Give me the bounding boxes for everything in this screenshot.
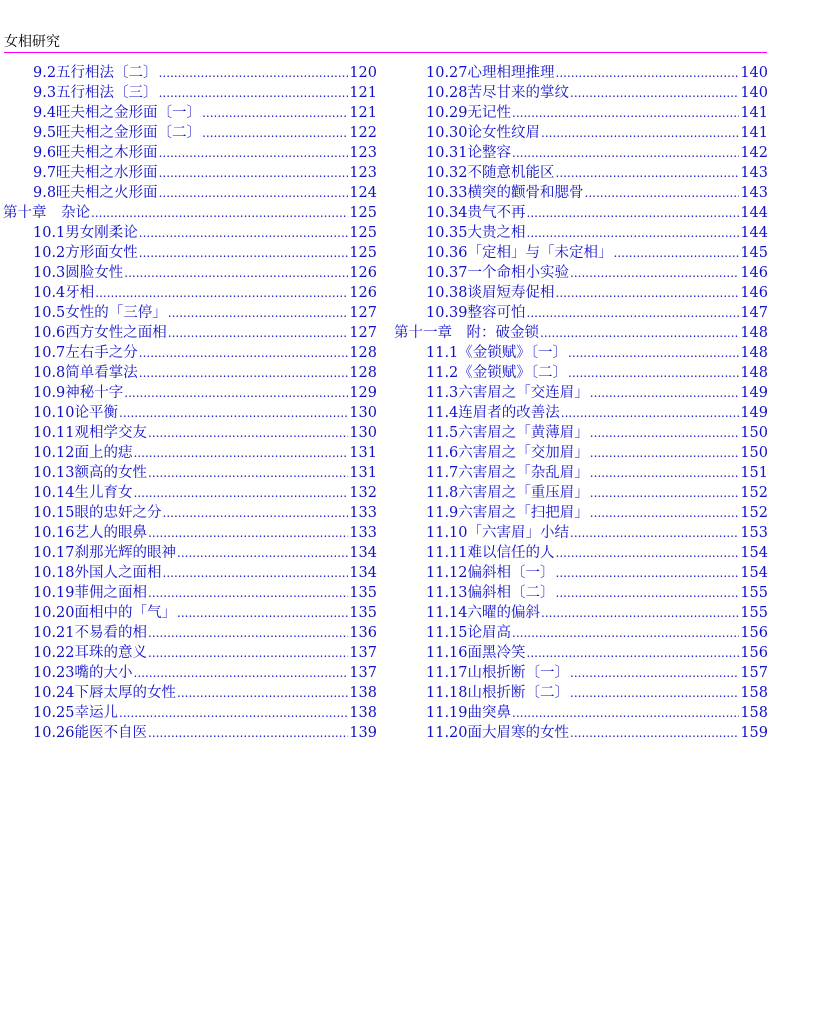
toc-page-number: 125 [349, 205, 377, 221]
toc-page-number: 158 [740, 685, 768, 701]
toc-entry-link[interactable] [392, 663, 768, 683]
toc-entry-link[interactable] [0, 83, 377, 103]
toc-entry-title: 10.32不随意机能区 [426, 165, 555, 181]
toc-entry-link[interactable] [392, 203, 768, 223]
toc-dot-leader [95, 283, 348, 303]
toc-page-number: 156 [740, 645, 768, 661]
toc-dot-leader [527, 303, 740, 323]
toc-page-number: 133 [349, 525, 377, 541]
toc-entry-title: 11.13偏斜相〔二〕 [426, 585, 555, 601]
toc-entry-link[interactable] [0, 363, 377, 383]
toc-page-number: 150 [740, 425, 768, 441]
toc-dot-leader [590, 483, 740, 503]
toc-entry-title: 11.4连眉者的改善法 [426, 405, 560, 421]
toc-page-number: 137 [349, 665, 377, 681]
toc-entry-title: 10.38谈眉短寿促相 [426, 285, 555, 301]
toc-dot-leader [568, 363, 739, 383]
toc-dot-leader [512, 623, 739, 643]
toc-page-number: 134 [349, 545, 377, 561]
toc-dot-leader [614, 243, 740, 263]
toc-entry-link[interactable] [392, 443, 768, 463]
toc-page-number: 152 [740, 505, 768, 521]
toc-entry-link[interactable] [0, 403, 377, 423]
toc-entry-title: 11.17山根折断〔一〕 [426, 665, 570, 681]
toc-entry-title: 第十章 杂论 [3, 205, 90, 221]
toc-entry-title: 11.18山根折断〔二〕 [426, 685, 570, 701]
toc-chapter-link[interactable] [392, 323, 768, 343]
toc-entry-title: 10.12面上的痣 [33, 445, 133, 461]
toc-entry-title: 10.26能医不自医 [33, 725, 148, 741]
toc-dot-leader [556, 283, 740, 303]
toc-entry-link[interactable] [0, 623, 377, 643]
toc-page-number: 142 [740, 145, 768, 161]
toc-page-number: 147 [740, 305, 768, 321]
toc-column-right [392, 63, 768, 743]
toc-page-number: 148 [740, 325, 768, 341]
toc-entry-link[interactable] [392, 143, 768, 163]
toc-entry-link[interactable] [0, 103, 377, 123]
toc-dot-leader [91, 203, 348, 223]
toc-entry-title: 10.29无记性 [426, 105, 512, 121]
toc-entry-title: 10.13额高的女性 [33, 465, 148, 481]
toc-entry-title: 10.3圆脸女性 [33, 265, 124, 281]
toc-entry-title: 9.5旺夫相之金形面〔二〕 [33, 125, 202, 141]
toc-page-number: 135 [349, 605, 377, 621]
toc-dot-leader [159, 143, 349, 163]
toc-dot-leader [556, 543, 740, 563]
toc-entry-link[interactable] [0, 523, 377, 543]
toc-dot-leader [177, 603, 348, 623]
toc-dot-leader [139, 363, 349, 383]
toc-entry-link[interactable] [0, 583, 377, 603]
toc-dot-leader [570, 523, 739, 543]
toc-dot-leader [556, 63, 740, 83]
toc-page-number: 137 [349, 645, 377, 661]
toc-dot-leader [139, 223, 349, 243]
toc-entry-link[interactable] [0, 323, 377, 343]
toc-entry-link[interactable] [392, 263, 768, 283]
toc-entry-link[interactable] [0, 663, 377, 683]
toc-page-number: 154 [740, 545, 768, 561]
toc-page-number: 127 [349, 305, 377, 321]
toc-column-left [0, 63, 377, 743]
toc-entry-title: 10.27心理相理推理 [426, 65, 555, 81]
toc-page-number: 131 [349, 465, 377, 481]
toc-entry-link[interactable] [0, 63, 377, 83]
toc-page-number: 125 [349, 225, 377, 241]
toc-page-number: 150 [740, 445, 768, 461]
toc-page-number: 120 [349, 65, 377, 81]
toc-entry-link[interactable] [0, 703, 377, 723]
toc-page-number: 141 [740, 125, 768, 141]
toc-page-number: 157 [740, 665, 768, 681]
toc-page-number: 158 [740, 705, 768, 721]
toc-page-number: 156 [740, 625, 768, 641]
toc-entry-link[interactable] [392, 623, 768, 643]
toc-dot-leader [159, 63, 349, 83]
toc-dot-leader [148, 523, 348, 543]
toc-dot-leader [202, 103, 348, 123]
toc-dot-leader [590, 383, 740, 403]
toc-entry-link[interactable] [392, 283, 768, 303]
toc-dot-leader [541, 603, 739, 623]
toc-page-number: 143 [740, 165, 768, 181]
toc-page-number: 154 [740, 565, 768, 581]
toc-entry-title: 10.11观相学交友 [33, 425, 148, 441]
toc-entry-title: 10.36「定相」与「未定相」 [426, 245, 613, 261]
toc-page-number: 155 [740, 605, 768, 621]
toc-entry-link[interactable] [392, 343, 768, 363]
toc-entry-link[interactable] [0, 483, 377, 503]
toc-entry-title: 第十一章 附：破金锁 [394, 325, 539, 341]
toc-page-number: 131 [349, 445, 377, 461]
toc-entry-title: 11.15论眉高 [426, 625, 512, 641]
toc-entry-title: 11.10「六害眉」小结 [426, 525, 570, 541]
toc-entry-title: 10.22耳珠的意义 [33, 645, 148, 661]
toc-page-number: 128 [349, 345, 377, 361]
toc-page-number: 138 [349, 685, 377, 701]
toc-entry-link[interactable] [0, 283, 377, 303]
toc-entry-link[interactable] [0, 603, 377, 623]
toc-dot-leader [139, 243, 349, 263]
toc-entry-title: 10.19菲佣之面相 [33, 585, 148, 601]
toc-page-number: 126 [349, 285, 377, 301]
toc-entry-title: 10.5女性的「三停」 [33, 305, 167, 321]
toc-entry-link[interactable] [392, 583, 768, 603]
toc-dot-leader [177, 543, 348, 563]
toc-entry-title: 10.24下唇太厚的女性 [33, 685, 177, 701]
toc-entry-title: 10.1男女刚柔论 [33, 225, 138, 241]
toc-dot-leader [570, 83, 739, 103]
toc-entry-link[interactable] [392, 543, 768, 563]
toc-dot-leader [527, 643, 740, 663]
toc-dot-leader [159, 163, 349, 183]
toc-chapter-link[interactable] [0, 203, 377, 223]
toc-entry-link[interactable] [0, 263, 377, 283]
toc-entry-link[interactable] [392, 463, 768, 483]
toc-dot-leader [512, 703, 739, 723]
toc-entry-link[interactable] [0, 643, 377, 663]
toc-entry-title: 10.18外国人之面相 [33, 565, 162, 581]
toc-entry-link[interactable] [0, 683, 377, 703]
toc-entry-title: 11.7六害眉之「杂乱眉」 [426, 465, 589, 481]
toc-page-number: 134 [349, 565, 377, 581]
toc-dot-leader [556, 163, 740, 183]
page-header-title: 女相研究 [4, 33, 767, 53]
toc-entry-title: 11.19曲突鼻 [426, 705, 512, 721]
toc-entry-link[interactable] [0, 223, 377, 243]
toc-page-number: 146 [740, 285, 768, 301]
toc-dot-leader [168, 323, 349, 343]
toc-dot-leader [570, 683, 739, 703]
toc-entry-title: 10.8简单看掌法 [33, 365, 138, 381]
toc-entry-link[interactable] [392, 483, 768, 503]
toc-entry-title: 10.21不易看的相 [33, 625, 148, 641]
toc-dot-leader [556, 583, 740, 603]
toc-entry-link[interactable] [392, 63, 768, 83]
toc-entry-title: 9.2五行相法〔二〕 [33, 65, 158, 81]
toc-page-number: 140 [740, 65, 768, 81]
toc-entry-title: 10.17刹那光辉的眼神 [33, 545, 177, 561]
toc-dot-leader [177, 683, 348, 703]
toc-dot-leader [159, 83, 349, 103]
toc-dot-leader [148, 423, 348, 443]
toc-dot-leader [570, 263, 739, 283]
toc-dot-leader [163, 503, 349, 523]
toc-entry-title: 9.8旺夫相之火形面 [33, 185, 158, 201]
toc-page-number: 135 [349, 585, 377, 601]
toc-entry-link[interactable] [392, 303, 768, 323]
toc-dot-leader [148, 723, 348, 743]
toc-page-number: 128 [349, 365, 377, 381]
toc-dot-leader [570, 723, 739, 743]
toc-page-number: 148 [740, 345, 768, 361]
toc-dot-leader [590, 423, 740, 443]
toc-dot-leader [148, 623, 348, 643]
toc-entry-title: 11.14六曜的偏斜 [426, 605, 541, 621]
toc-dot-leader [512, 143, 739, 163]
toc-entry-title: 10.34贵气不再 [426, 205, 526, 221]
toc-entry-title: 11.5六害眉之「黄薄眉」 [426, 425, 589, 441]
toc-page-number: 130 [349, 405, 377, 421]
toc-page-number: 146 [740, 265, 768, 281]
toc-page-number: 125 [349, 245, 377, 261]
toc-entry-title: 10.25幸运儿 [33, 705, 119, 721]
toc-entry-title: 11.6六害眉之「交加眉」 [426, 445, 589, 461]
toc-page-number: 123 [349, 145, 377, 161]
toc-entry-title: 9.6旺夫相之木形面 [33, 145, 158, 161]
toc-page-number: 141 [740, 105, 768, 121]
toc-page-number: 145 [740, 245, 768, 261]
toc-dot-leader [134, 443, 349, 463]
toc-entry-link[interactable] [392, 123, 768, 143]
toc-entry-title: 10.20面相中的「气」 [33, 605, 177, 621]
toc-dot-leader [148, 583, 348, 603]
toc-page-number: 130 [349, 425, 377, 441]
toc-page-number: 149 [740, 385, 768, 401]
toc-page-number: 153 [740, 525, 768, 541]
toc-dot-leader [168, 303, 349, 323]
toc-entry-link[interactable] [392, 643, 768, 663]
toc-entry-link[interactable] [0, 423, 377, 443]
toc-entry-link[interactable] [392, 183, 768, 203]
toc-entry-link[interactable] [0, 563, 377, 583]
toc-page-number: 148 [740, 365, 768, 381]
toc-entry-title: 10.14生儿育女 [33, 485, 133, 501]
toc-dot-leader [119, 403, 348, 423]
toc-entry-title: 10.31论整容 [426, 145, 512, 161]
toc-entry-link[interactable] [0, 183, 377, 203]
toc-page-number: 133 [349, 505, 377, 521]
toc-entry-title: 9.7旺夫相之水形面 [33, 165, 158, 181]
toc-entry-link[interactable] [0, 463, 377, 483]
toc-entry-link[interactable] [0, 343, 377, 363]
toc-dot-leader [134, 483, 349, 503]
toc-page-number: 139 [349, 725, 377, 741]
toc-entry-link[interactable] [0, 443, 377, 463]
toc-page-number: 140 [740, 85, 768, 101]
toc-page-number: 143 [740, 185, 768, 201]
toc-page-number: 159 [740, 725, 768, 741]
toc-entry-title: 10.37一个命相小实验 [426, 265, 570, 281]
toc-dot-leader [134, 663, 349, 683]
toc-entry-link[interactable] [392, 563, 768, 583]
toc-dot-leader [585, 183, 740, 203]
toc-entry-link[interactable] [392, 703, 768, 723]
toc-page-number: 124 [349, 185, 377, 201]
toc-entry-title: 11.9六害眉之「扫把眉」 [426, 505, 589, 521]
toc-entry-title: 10.16艺人的眼鼻 [33, 525, 148, 541]
toc-page-number: 152 [740, 485, 768, 501]
toc-dot-leader [590, 463, 740, 483]
toc-dot-leader [148, 463, 348, 483]
toc-dot-leader [540, 323, 739, 343]
toc-entry-link[interactable] [0, 383, 377, 403]
toc-page-number: 136 [349, 625, 377, 641]
toc-page-number: 123 [349, 165, 377, 181]
toc-entry-title: 10.33横突的颧骨和腮骨 [426, 185, 584, 201]
toc-dot-leader [512, 103, 739, 123]
toc-entry-link[interactable] [392, 403, 768, 423]
toc-entry-title: 10.28苦尽甘来的掌纹 [426, 85, 570, 101]
toc-entry-title: 10.15眼的忠奸之分 [33, 505, 162, 521]
toc-entry-link[interactable] [0, 303, 377, 323]
toc-entry-title: 10.6西方女性之面相 [33, 325, 167, 341]
toc-entry-link[interactable] [0, 123, 377, 143]
toc-entry-link[interactable] [392, 363, 768, 383]
toc-dot-leader [139, 343, 349, 363]
toc-dot-leader [163, 563, 349, 583]
toc-page-number: 155 [740, 585, 768, 601]
toc-page-number: 144 [740, 225, 768, 241]
toc-page-number: 151 [740, 465, 768, 481]
toc-page-number: 129 [349, 385, 377, 401]
toc-entry-link[interactable] [392, 723, 768, 743]
toc-entry-title: 11.11难以信任的人 [426, 545, 555, 561]
toc-dot-leader [527, 223, 740, 243]
toc-entry-title: 11.8六害眉之「重压眉」 [426, 485, 589, 501]
toc-dot-leader [568, 343, 739, 363]
toc-dot-leader [202, 123, 348, 143]
toc-entry-title: 9.3五行相法〔三〕 [33, 85, 158, 101]
toc-page-number: 121 [349, 85, 377, 101]
toc-entry-title: 10.39整容可怕 [426, 305, 526, 321]
toc-entry-link[interactable] [392, 223, 768, 243]
toc-entry-link[interactable] [0, 243, 377, 263]
toc-entry-title: 11.16面黑冷笑 [426, 645, 526, 661]
toc-entry-title: 10.4牙相 [33, 285, 95, 301]
toc-entry-title: 10.9神秘十字 [33, 385, 124, 401]
toc-entry-title: 10.35大贵之相 [426, 225, 526, 241]
toc-entry-link[interactable] [392, 383, 768, 403]
toc-dot-leader [119, 703, 348, 723]
toc-page-number: 138 [349, 705, 377, 721]
toc-entry-link[interactable] [392, 683, 768, 703]
toc-entry-title: 11.3六害眉之「交连眉」 [426, 385, 589, 401]
toc-entry-link[interactable] [0, 543, 377, 563]
toc-dot-leader [527, 203, 740, 223]
toc-dot-leader [570, 663, 739, 683]
toc-entry-title: 9.4旺夫相之金形面〔一〕 [33, 105, 202, 121]
toc-entry-link[interactable] [392, 603, 768, 623]
toc-dot-leader [124, 383, 348, 403]
toc-entry-link[interactable] [0, 503, 377, 523]
toc-page-number: 132 [349, 485, 377, 501]
toc-entry-link[interactable] [0, 723, 377, 743]
toc-entry-link[interactable] [392, 103, 768, 123]
toc-entry-title: 11.20面大眉寒的女性 [426, 725, 570, 741]
toc-page-number: 121 [349, 105, 377, 121]
toc-dot-leader [159, 183, 349, 203]
toc-dot-leader [124, 263, 348, 283]
toc-dot-leader [590, 443, 740, 463]
toc-entry-title: 11.12偏斜相〔一〕 [426, 565, 555, 581]
toc-entry-link[interactable] [392, 243, 768, 263]
toc-entry-link[interactable] [392, 503, 768, 523]
toc-entry-link[interactable] [392, 163, 768, 183]
toc-dot-leader [556, 563, 740, 583]
toc-dot-leader [541, 123, 739, 143]
toc-entry-link[interactable] [0, 163, 377, 183]
toc-page-number: 144 [740, 205, 768, 221]
toc-dot-leader [561, 403, 740, 423]
toc-entry-title: 11.1《金锁赋》〔一〕 [426, 345, 568, 361]
toc-entry-link[interactable] [0, 143, 377, 163]
toc-page-number: 127 [349, 325, 377, 341]
toc-page-number: 126 [349, 265, 377, 281]
toc-entry-title: 10.30论女性纹眉 [426, 125, 541, 141]
toc-entry-title: 10.10论平衡 [33, 405, 119, 421]
toc-dot-leader [590, 503, 740, 523]
toc-entry-link[interactable] [392, 523, 768, 543]
toc-entry-title: 11.2《金锁赋》〔二〕 [426, 365, 568, 381]
toc-entry-title: 10.7左右手之分 [33, 345, 138, 361]
toc-page-number: 149 [740, 405, 768, 421]
toc-entry-title: 10.23嘴的大小 [33, 665, 133, 681]
toc-page-number: 122 [349, 125, 377, 141]
toc-entry-title: 10.2方形面女性 [33, 245, 138, 261]
toc-dot-leader [148, 643, 348, 663]
toc-entry-link[interactable] [392, 423, 768, 443]
toc-entry-link[interactable] [392, 83, 768, 103]
